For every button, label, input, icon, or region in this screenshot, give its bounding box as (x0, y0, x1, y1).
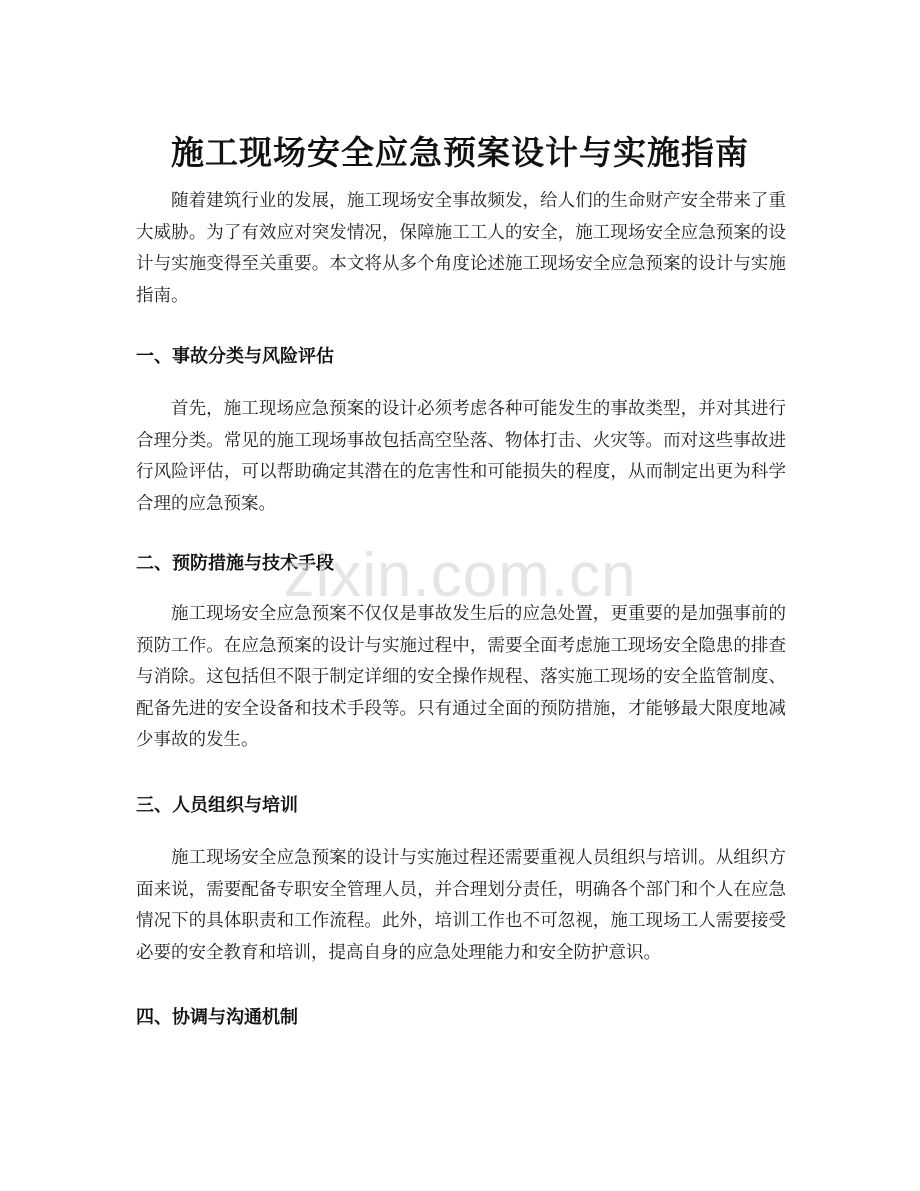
section-heading-1: 一、事故分类与风险评估 (136, 346, 334, 367)
section-heading-3: 三、人员组织与培训 (136, 795, 298, 816)
document-title: 施工现场安全应急预案设计与实施指南 (171, 133, 749, 173)
section-body-3: 施工现场安全应急预案的设计与实施过程还需要重视人员组织与培训。从组织方面来说，需要配备专职安全管理人员，并合理划分责任，明确各个部门和个人在应急情况下的具体职责和工作流程。此外，培训工作也不可忽视，施工现场工人需要接受必要的安全教育和培训，提高自身的应急处理能力和安全防护意识。 (136, 848, 786, 963)
svg-text:zixin.com.cn: zixin.com.cn (283, 541, 637, 610)
section-body-1: 首先，施工现场应急预案的设计必须考虑各种可能发生的事故类型，并对其进行合理分类。常见的施工现场事故包括高空坠落、物体打击、火灾等。而对这些事故进行风险评估，可以帮助确定其潜在的危害性和可能损失的程度，从而制定出更为科学合理的应急预案。 (136, 399, 786, 514)
section-body-2: 施工现场安全应急预案不仅仅是事故发生后的应急处置，更重要的是加强事前的预防工作。在应急预案的设计与实施过程中，需要全面考虑施工现场安全隐患的排查与消除。这包括但不限于制定详细的安全操作规程、落实施工现场的安全监管制度、配备先进的安全设备和技术手段等。只有通过全面的预防措施，才能够最大限度地减少事故的发生。 (136, 604, 786, 750)
section-heading-2: 二、预防措施与技术手段 (136, 553, 334, 574)
section-heading-4: 四、协调与沟通机制 (136, 1007, 298, 1028)
intro-paragraph: 随着建筑行业的发展，施工现场安全事故频发，给人们的生命财产安全带来了重大威胁。为了有效应对突发情况，保障施工工人的安全，施工现场安全应急预案的设计与实施变得至关重要。本文将从多个角度论述施工现场安全应急预案的设计与实施指南。 (136, 191, 786, 306)
